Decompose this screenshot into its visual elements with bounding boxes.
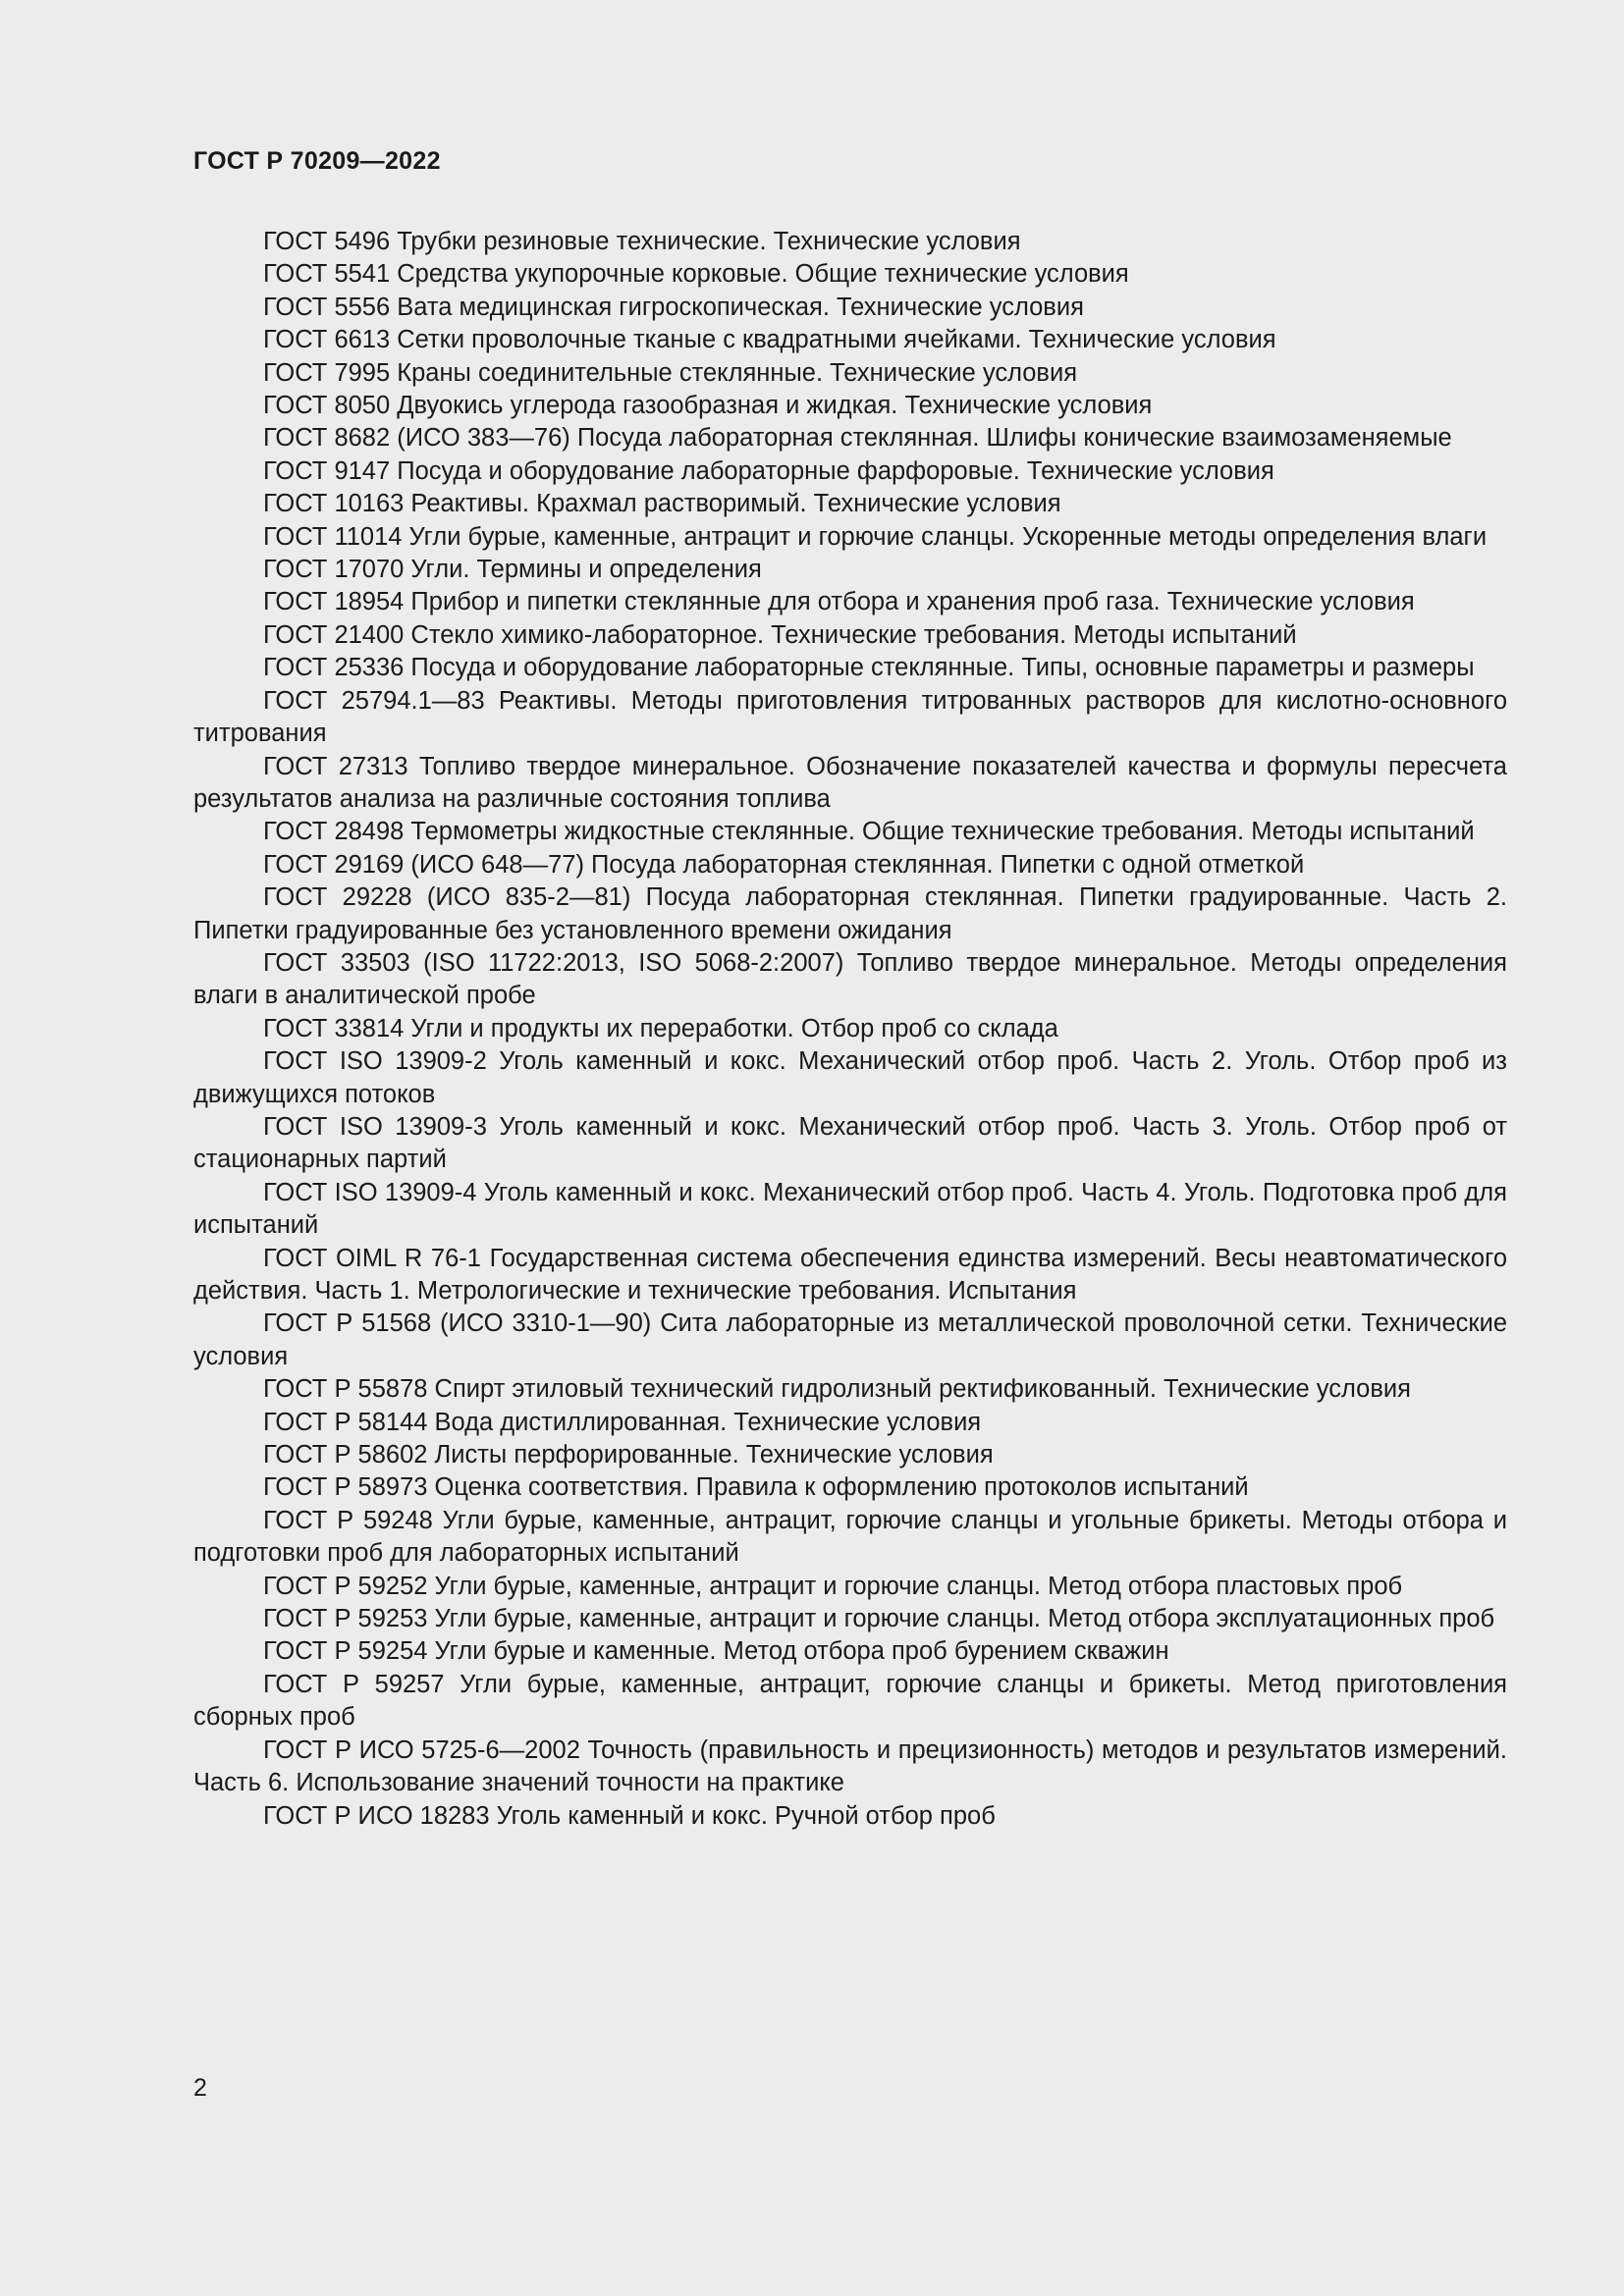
reference-item: ГОСТ Р ИСО 18283 Уголь каменный и кокс. Ручной отбор проб	[263, 1801, 996, 1830]
normative-references-list	[193, 226, 1507, 1833]
reference-item: ГОСТ 5556 Вата медицинская гигроскопическая. Технические условия	[263, 293, 1084, 321]
reference-item: ГОСТ ISO 13909-4 Уголь каменный и кокс. Механический отбор проб. Часть 4. Уголь. Подготовка проб для испытаний	[193, 1178, 1507, 1240]
reference-item: ГОСТ Р 59257 Угли бурые, каменные, антрацит, горючие сланцы и брикеты. Метод приготовления сборных проб	[193, 1670, 1507, 1732]
reference-item: ГОСТ 8050 Двуокись углерода газообразная и жидкая. Технические условия	[263, 392, 1153, 420]
reference-item: ГОСТ 8682 (ИСО 383—76) Посуда лабораторная стеклянная. Шлифы конические взаимозаменяемые	[263, 424, 1452, 453]
page-header: ГОСТ Р 70209—2022	[193, 147, 441, 175]
reference-item: ГОСТ 7995 Краны соединительные стеклянные. Технические условия	[263, 358, 1078, 387]
reference-item: ГОСТ 25336 Посуда и оборудование лабораторные стеклянные. Типы, основные параметры и размеры	[263, 654, 1475, 682]
reference-item: ГОСТ Р 59252 Угли бурые, каменные, антрацит и горючие сланцы. Метод отбора пластовых проб	[263, 1572, 1403, 1600]
reference-item: ГОСТ Р 59254 Угли бурые и каменные. Метод отбора проб бурением скважин	[263, 1637, 1169, 1666]
reference-item: ГОСТ 9147 Посуда и оборудование лабораторные фарфоровые. Технические условия	[263, 456, 1274, 485]
reference-item: ГОСТ ISO 13909-2 Уголь каменный и кокс. Механический отбор проб. Часть 2. Уголь. Отбор проб из движущихся потоков	[193, 1047, 1507, 1108]
reference-item: ГОСТ Р ИСО 5725-6—2002 Точность (правильность и прецизионность) методов и результатов измерений. Часть 6. Использование значений точности на практике	[193, 1735, 1507, 1797]
reference-item: ГОСТ 29228 (ИСО 835-2—81) Посуда лабораторная стеклянная. Пипетки градуированные. Часть 2. Пипетки градуированные без установленного времени ожидания	[193, 883, 1507, 944]
reference-item: ГОСТ Р 58602 Листы перфорированные. Технические условия	[263, 1441, 994, 1469]
reference-item: ГОСТ OIML R 76-1 Государственная система обеспечения единства измерений. Весы неавтоматического действия. Часть 1. Метрологические и технические требования. Испытания	[193, 1244, 1507, 1305]
reference-item: ГОСТ 10163 Реактивы. Крахмал растворимый. Технические условия	[263, 490, 1061, 518]
reference-item: ГОСТ 6613 Сетки проволочные тканые с квадратными ячейками. Технические условия	[263, 326, 1276, 354]
reference-item: ГОСТ 5496 Трубки резиновые технические. Технические условия	[263, 228, 1021, 255]
reference-item: ГОСТ Р 58973 Оценка соответствия. Правила к оформлению протоколов испытаний	[263, 1473, 1249, 1502]
reference-item: ГОСТ 17070 Угли. Термины и определения	[263, 556, 762, 584]
reference-item: ГОСТ 27313 Топливо твердое минеральное. Обозначение показателей качества и формулы пересчета результатов анализа на различные состояния топлива	[193, 752, 1507, 813]
reference-item: ГОСТ 33814 Угли и продукты их переработки. Отбор проб со склада	[263, 1014, 1058, 1042]
reference-item: ГОСТ Р 55878 Спирт этиловый технический гидролизный ректификованный. Технические условия	[263, 1375, 1411, 1404]
reference-item: ГОСТ 25794.1—83 Реактивы. Методы приготовления титрованных растворов для кислотно-основного титрования	[193, 686, 1507, 748]
reference-item: ГОСТ 28498 Термометры жидкостные стеклянные. Общие технические требования. Методы испытаний	[263, 818, 1475, 846]
reference-item: ГОСТ 5541 Средства укупорочные корковые. Общие технические условия	[263, 260, 1129, 289]
reference-item: ГОСТ 33503 (ISO 11722:2013, ISO 5068-2:2007) Топливо твердое минеральное. Методы определения влаги в аналитической пробе	[193, 948, 1507, 1010]
reference-item: ГОСТ Р 59248 Угли бурые, каменные, антрацит, горючие сланцы и угольные брикеты. Методы отбора и подготовки проб для лабораторных испытаний	[193, 1506, 1507, 1568]
reference-item: ГОСТ Р 59253 Угли бурые, каменные, антрацит и горючие сланцы. Метод отбора эксплуатационных проб	[263, 1605, 1495, 1633]
reference-item: ГОСТ 18954 Прибор и пипетки стеклянные для отбора и хранения проб газа. Технические условия	[263, 588, 1415, 616]
reference-item: ГОСТ ISO 13909-3 Уголь каменный и кокс. Механический отбор проб. Часть 3. Уголь. Отбор проб от стационарных партий	[193, 1112, 1507, 1174]
reference-item: ГОСТ 21400 Стекло химико-лабораторное. Технические требования. Методы испытаний	[263, 620, 1297, 649]
page-number: 2	[193, 2074, 207, 2102]
reference-item: ГОСТ 11014 Угли бурые, каменные, антрацит и горючие сланцы. Ускоренные методы определения влаги	[263, 522, 1488, 551]
reference-item: ГОСТ Р 58144 Вода дистиллированная. Технические условия	[263, 1408, 982, 1436]
reference-item: ГОСТ 29169 (ИСО 648—77) Посуда лабораторная стеклянная. Пипетки с одной отметкой	[263, 850, 1305, 879]
reference-item: ГОСТ Р 51568 (ИСО 3310-1—90) Сита лабораторные из металлической проволочной сетки. Технические условия	[193, 1309, 1507, 1370]
